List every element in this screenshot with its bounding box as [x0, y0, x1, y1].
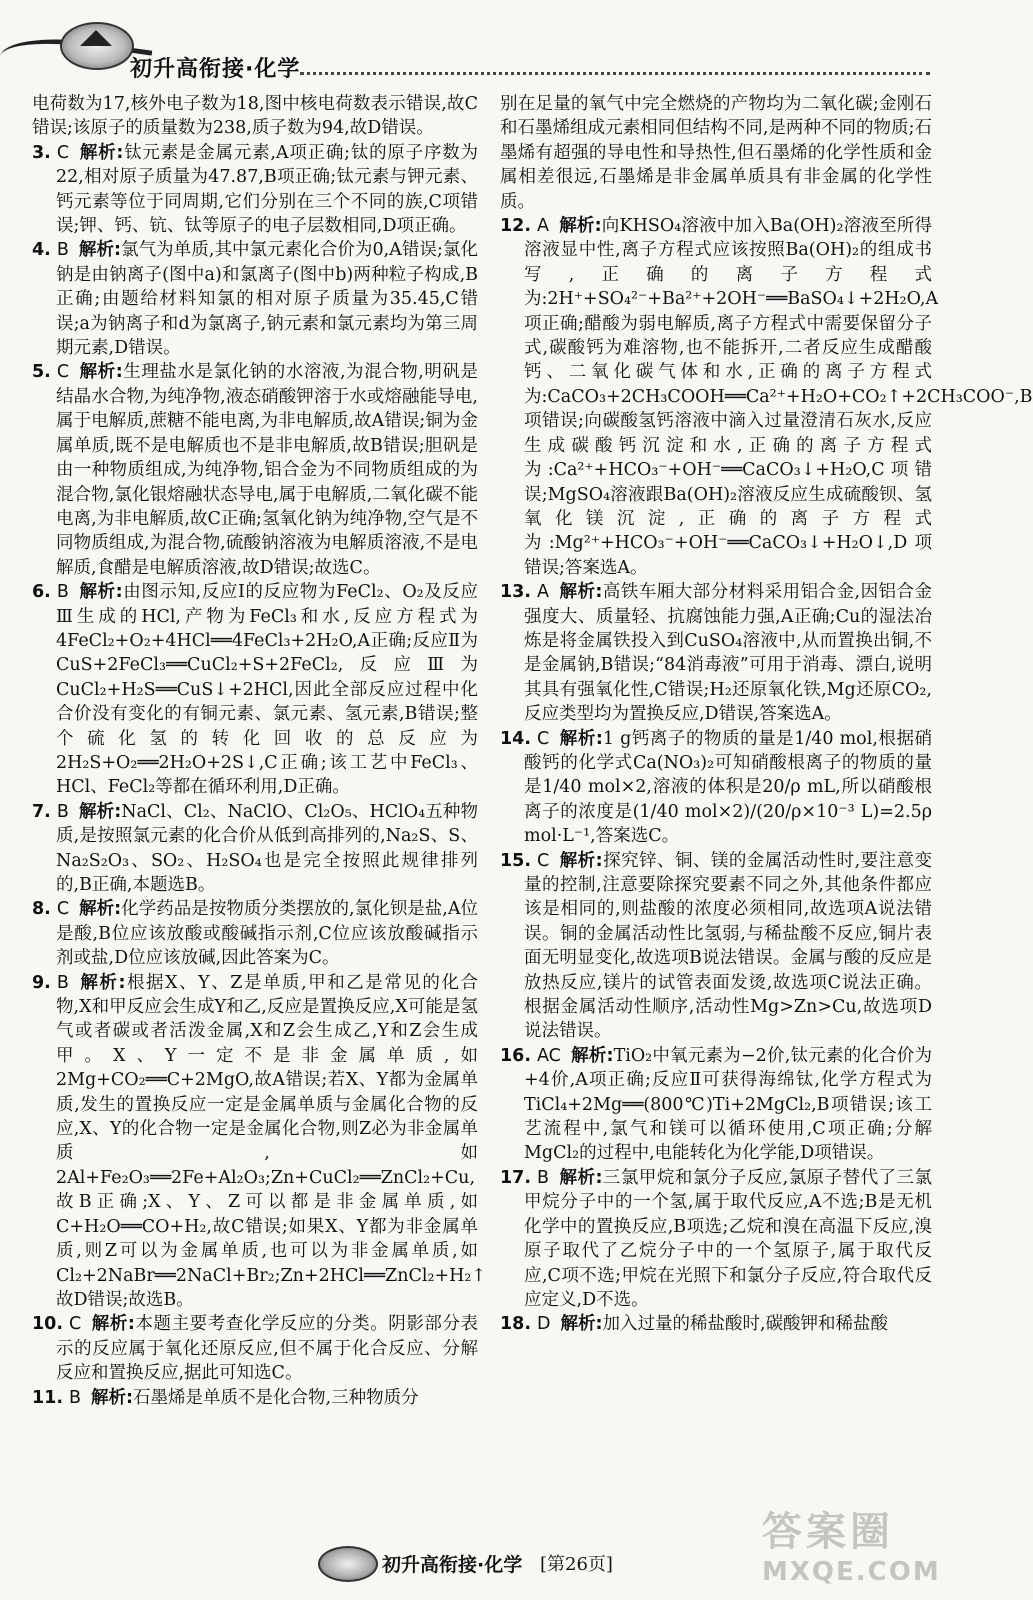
answer-item: [500, 92, 932, 214]
answer-text: 加入过量的稀盐酸时,碳酸钾和稀盐酸: [602, 1314, 889, 1335]
answer-text: 生理盐水是氯化钠的水溶液,为混合物,明矾是结晶水合物,为纯净物,液态硝酸钾溶于水或熔融能导电,属于电解质,蔗糖不能电离,为非电解质,故A错误;铜为金属单质,既不是电解质也不是非电解质,故B错误;胆矾是由一种物质组成,为纯净物,铝合金为不同物质组成的为混合物,氯化银熔融状态导电,属于电解质,二氧化碳不能电离,为非电解质,故C正确;氢氧化钠为纯净物,空气是不同物质组成,为混合物,硫酸钠溶液为电解质溶液,不是电解质,食醋是电解质溶液,故D错误;故选C。: [56, 362, 479, 578]
answer-text: 别在足量的氧气中完全燃烧的产物均为二氧化碳;金刚石和石墨烯组成元素相同但结构不同,是两种不同的物质;石墨烯有超强的导电性和导热性,但石墨烯的化学性质和金属相差很远,石墨烯是非金属单质具有非金属的化学性质。: [500, 94, 932, 212]
analysis-label: 解析:: [559, 216, 602, 237]
question-number: 15.: [500, 850, 532, 871]
answer-text: 化学药品是按物质分类摆放的,氯化钡是盐,A位是酸,B位应该放酸或酸碱指示剂,C位应该放酸碱指示剂或盐,D位应该放碱,因此答案为C。: [56, 899, 479, 969]
answer-item: [32, 238, 478, 360]
answer-choice: A: [537, 582, 549, 603]
answer-text: 本题主要考查化学反应的分类。阴影部分表示的反应属于氧化还原反应,但不属于化合反应、分解反应和置换反应,据此可知选C。: [56, 1314, 478, 1384]
analysis-label: 解析:: [91, 1314, 135, 1335]
question-number: 11.: [32, 1387, 64, 1408]
answer-item: [500, 1166, 932, 1312]
analysis-label: 解析:: [559, 850, 603, 871]
analysis-label: 解析:: [570, 1045, 614, 1066]
answer-text: 根据X、Y、Z是单质,甲和乙是常见的化合物,X和甲反应会生成Y和乙,反应是置换反应,X可能是氢气或者碳或者活泼金属,X和Z会生成乙,Y和Z会生成甲。X、Y一定不是非金属单质,如2Mg+CO₂══C+2MgO,故A错误;若X、Y都为金属单质,发生的置换反应一定是金属单质与金属化合物的反应,X、Y的化合物一定是金属化合物,则Z必为非金属单质,如2Al+Fe₂O₃══2Fe+Al₂O₃;Zn+CuCl₂══ZnCl₂+Cu,故B正确;X、Y、Z可以都是非金属单质,如C+H₂O══CO+H₂,故C错误;如果X、Y都为非金属单质,则Z可以为金属单质,也可以为非金属单质,如Cl₂+2NaBr══2NaCl+Br₂;Zn+2HCl══ZnCl₂+H₂↑故D错误;故选B。: [56, 972, 487, 1310]
watermark-bottom: MXQE.COM: [762, 1557, 941, 1587]
answer-text: 向KHSO₄溶液中加入Ba(OH)₂溶液至所得溶液显中性,离子方程式应该按照Ba(OH)₂的组成书写,正确的离子方程式为:2H⁺+SO₄²⁻+Ba²⁺+2OH⁻══BaSO₄↓+2H₂O,A项正确;醋酸为弱电解质,离子方程式中需要保留分子式,碳酸钙为难溶物,也不能拆开,二者反应生成醋酸钙、二氧化碳气体和水,正确的离子方程式为:CaCO₃+2CH₃COOH══Ca²⁺+H₂O+CO₂↑+2CH₃COO⁻,B项错误;向碳酸氢钙溶液中滴入过量澄清石灰水,反应生成碳酸钙沉淀和水,正确的离子方程式为:Ca²⁺+HCO₃⁻+OH⁻══CaCO₃↓+H₂O,C项错误;MgSO₄溶液跟Ba(OH)₂溶液反应生成硫酸钡、氢氧化镁沉淀,正确的离子方程式为:Mg²⁺+HCO₃⁻+OH⁻══CaCO₃↓+H₂O↓,D项错误;答案选A。: [524, 216, 1033, 578]
analysis-label: 解析:: [78, 972, 126, 993]
analysis-label: 解析:: [559, 582, 603, 603]
question-number: 3.: [32, 142, 51, 163]
answer-text: 高铁车厢大部分材料采用铝合金,因铝合金强度大、质量轻、抗腐蚀能力强,A正确;Cu的湿法冶炼是将金属铁投入到CuSO₄溶液中,从而置换出铜,不是金属钠,B错误;“84消毒液”可用于消毒、漂白,说明其具有强氧化性,C错误;H₂还原氧化铁,Mg还原CO₂,反应类型均为置换反应,D错误,答案选A。: [524, 582, 932, 725]
question-number: 14.: [500, 728, 532, 749]
analysis-label: 解析:: [78, 582, 123, 603]
header-divider: [300, 72, 930, 75]
answer-item: [500, 849, 932, 1044]
answer-item: [500, 1312, 932, 1336]
analysis-label: 解析:: [91, 1387, 134, 1408]
question-number: 16.: [500, 1045, 532, 1066]
answer-text: 由图示知,反应Ⅰ的反应物为FeCl₂、O₂及反应Ⅲ生成的HCl,产物为FeCl₃和水,反应方程式为4FeCl₂+O₂+4HCl══4FeCl₃+2H₂O,A正确;反应Ⅱ为CuS+2FeCl₃══CuCl₂+S+2FeCl₂,反应Ⅲ为CuCl₂+H₂S══CuS↓+2HCl,因此全部反应过程中化合价没有变化的有铜元素、氯元素、氢元素,B错误;整个硫化氢的转化回收的总反应为2H₂S+O₂══2H₂O+2S↓,C正确;该工艺中FeCl₃、HCl、FeCl₂等都在循环利用,D正确。: [56, 582, 478, 798]
footer-title: 初升高衔接·化学: [382, 1554, 523, 1576]
answer-item: [32, 897, 478, 970]
question-number: 6.: [32, 582, 51, 603]
answer-text: 石墨烯是单质不是化合物,三种物质分: [133, 1387, 419, 1408]
question-number: 10.: [32, 1314, 64, 1335]
answer-text: 电荷数为17,核外电子数为18,图中核电荷数表示错误,故C错误;该原子的质量数为238,质子数为94,故D错误。: [32, 94, 478, 139]
watermark: [762, 1500, 952, 1600]
answer-choice: A: [537, 216, 549, 237]
answer-text: 氯气为单质,其中氯元素化合价为0,A错误;氯化钠是由钠离子(图中a)和氯离子(图中b)两种粒子构成,B正确;由题给材料知氯的相对原子质量为35.45,C错误;a为钠离子和d为氯离子,钠元素和氯元素均为第三周期元素,D错误。: [56, 240, 478, 359]
analysis-label: 解析:: [79, 362, 123, 383]
answer-choice: C: [537, 850, 550, 871]
answer-choice: C: [69, 1314, 82, 1335]
question-number: 4.: [32, 240, 51, 261]
analysis-label: 解析:: [78, 240, 122, 261]
house-icon: [80, 30, 112, 46]
answer-item: [32, 92, 478, 141]
answer-choice: C: [537, 728, 550, 749]
answer-text: 三氯甲烷和氯分子反应,氯原子替代了三氯甲烷分子中的一个氢,属于取代反应,A不选;B是无机化学中的置换反应,B项选;乙烷和溴在高温下反应,溴原子取代了乙烷分子中的一个氢原子,属于取代反应,C项不选;甲烷在光照下和氯分子反应,符合取代反应定义,D不选。: [524, 1167, 933, 1310]
answer-item: [32, 360, 478, 580]
answer-choice: B: [56, 240, 69, 261]
answer-item: [32, 971, 487, 1313]
question-number: 17.: [500, 1167, 532, 1188]
page-number: [第26页]: [540, 1554, 613, 1575]
question-number: 9.: [32, 972, 51, 993]
answer-item: [32, 1312, 478, 1385]
right-column: [500, 92, 1033, 1337]
analysis-label: 解析:: [79, 899, 122, 920]
footer-logo: [318, 1546, 378, 1582]
question-number: 5.: [32, 362, 51, 383]
answer-choice: C: [56, 362, 70, 383]
answer-choice: B: [56, 801, 69, 822]
answer-text: NaCl、Cl₂、NaClO、Cl₂O₅、HClO₄五种物质,是按照氯元素的化合价从低到高排列的,Na₂S、S、Na₂S₂O₃、SO₂、H₂SO₄也是完全按照此规律排列的,B正确,本题选B。: [56, 801, 478, 895]
answer-item: [500, 727, 932, 849]
answer-item: [32, 1386, 478, 1410]
answer-text: 钛元素是金属元素,A项正确;钛的原子序数为22,相对原子质量为47.87,B项正确;钛元素与钾元素、钙元素等位于同周期,它们分别在三个不同的族,C项错误;钾、钙、钪、钛等原子的电子层数相同,D项正确。: [56, 142, 478, 237]
left-column: [32, 92, 487, 1410]
answer-text: 1 g钙离子的物质的量是1/40 mol,根据硝酸钙的化学式Ca(NO₃)₂可知硝酸根离子的物质的量是1/40 mol×2,溶液的体积是20/ρ mL,所以硝酸根离子的浓度是(1/40 mol×2)/(20/ρ×10⁻³ L)=2.5ρ mol·L⁻¹,答案选C。: [524, 728, 932, 847]
answer-choice: AC: [537, 1045, 561, 1066]
analysis-label: 解析:: [559, 1167, 603, 1188]
answer-text: 探究锌、铜、镁的金属活动性时,要注意变量的控制,注意要除探究要素不同之外,其他条件都应该是相同的,则盐酸的浓度必须相同,故选项A说法错误。铜的金属活动性比氢弱,与稀盐酸不反应,铜片表面无明显变化,故选项B说法错误。金属与酸的反应是放热反应,镁片的试管表面发烫,故选项C说法正确。根据金属活动性顺序,活动性Mg>Zn>Cu,故选项D说法错误。: [524, 850, 933, 1042]
analysis-label: 解析:: [78, 801, 122, 822]
answer-item: [32, 580, 478, 800]
question-number: 8.: [32, 899, 51, 920]
answer-choice: C: [56, 899, 70, 920]
question-number: 7.: [32, 801, 51, 822]
answer-choice: D: [537, 1314, 551, 1335]
publisher-logo: [60, 22, 134, 70]
question-number: 12.: [500, 216, 532, 237]
watermark-top: 答案圈: [762, 1509, 894, 1555]
answer-item: [32, 141, 478, 239]
analysis-label: 解析:: [79, 142, 124, 163]
header-title: 初升高衔接·化学: [130, 57, 301, 82]
question-number: 13.: [500, 582, 532, 603]
answer-choice: B: [56, 972, 69, 993]
answer-text: TiO₂中氧元素为−2价,钛元素的化合价为+4价,A项正确;反应Ⅱ可获得海绵钛,化学方程式为TiCl₄+2Mg══(800℃)Ti+2MgCl₂,B项错误;该工艺流程中,氯气和镁可以循环使用,C项正确;分解MgCl₂的过程中,电能转化为化学能,D项错误。: [524, 1045, 933, 1164]
analysis-label: 解析:: [559, 728, 603, 749]
answer-item: [500, 1044, 932, 1166]
question-number: 18.: [500, 1314, 532, 1335]
page-header: [0, 0, 960, 90]
answer-choice: C: [56, 142, 70, 163]
answer-choice: B: [56, 582, 69, 603]
analysis-label: 解析:: [560, 1314, 603, 1335]
answer-choice: B: [69, 1387, 82, 1408]
answer-item: [32, 800, 478, 898]
answer-item: [500, 580, 932, 726]
answer-item: [500, 214, 1033, 580]
answer-choice: B: [537, 1167, 550, 1188]
